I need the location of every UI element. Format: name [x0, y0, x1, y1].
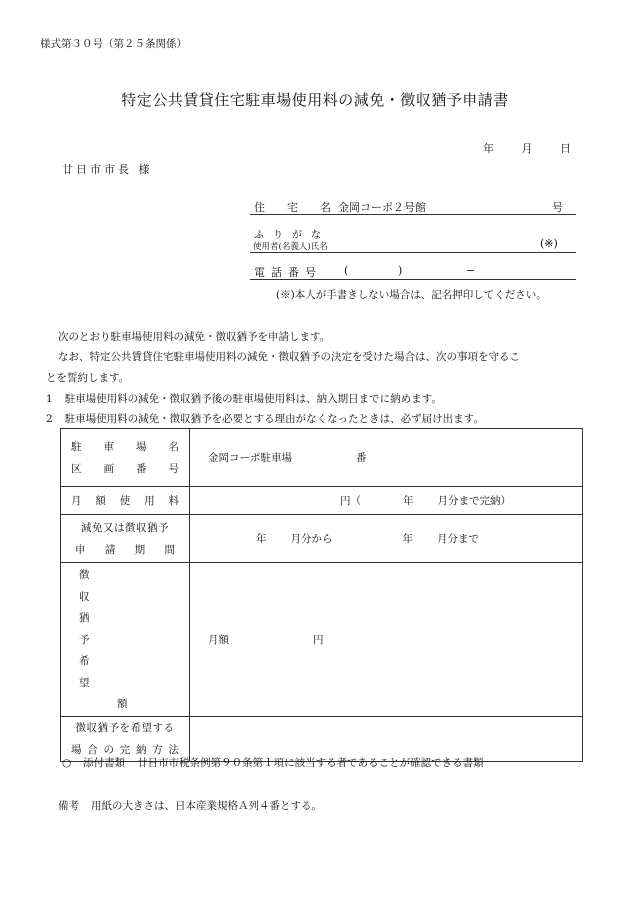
period-year-2: 年 — [402, 533, 413, 545]
name-mark: (※) — [540, 237, 558, 250]
period-label-a: 減免又は徴収猶予 — [81, 521, 169, 534]
page-title: 特定公共賃貸住宅駐車場使用料の減免・徴収猶予申請書 — [121, 91, 509, 109]
parking-label-cell — [61, 429, 190, 487]
deferral-amount-monthly: 月額 — [208, 633, 229, 646]
address-suffix: 号 — [552, 201, 563, 214]
pledge-item-2: 2 駐車場使用料の減免・徴収猶予を必要とする理由がなくなったときは、必ず届け出ます。 — [46, 413, 484, 425]
period-from: 月分から — [290, 533, 333, 545]
phone-dash: − — [466, 264, 476, 277]
address-label: 住 宅 名 — [254, 201, 331, 214]
name-underline — [250, 252, 576, 253]
phone-open: ( — [344, 264, 349, 277]
attachment-mark: ○ — [62, 757, 72, 769]
attachment-label: 添付書類 — [83, 757, 126, 769]
furigana-label: ふ り が な — [254, 230, 321, 241]
date-line — [483, 140, 571, 156]
phone-underline — [250, 279, 576, 280]
address-value[interactable]: 金岡コーポ２号館 — [338, 201, 426, 214]
addressee: 廿日市市長 様 — [62, 163, 153, 176]
pledge-item-1: 1 駐車場使用料の減免・徴収猶予後の駐車場使用料は、納入期日までに納めます。 — [46, 393, 442, 405]
monthly-fee-year: 年 — [403, 495, 414, 507]
remarks-line — [58, 798, 322, 813]
application-statement: 次のとおり駐車場使用料の減免・徴収猶予を申請します。 — [58, 331, 331, 343]
period-label-cell — [61, 515, 190, 563]
deferral-amount-label-cell — [61, 563, 190, 717]
phone-close: ) — [398, 264, 403, 277]
deferral-amount-value-cell[interactable] — [190, 563, 583, 717]
table-row-monthly-fee — [61, 487, 583, 515]
monthly-fee-yen: 円（ — [340, 495, 361, 507]
parking-value-cell[interactable] — [190, 429, 583, 487]
period-value-cell[interactable] — [190, 515, 583, 563]
section-number-suffix: 番 — [356, 452, 367, 464]
remarks-label: 備考 — [58, 800, 79, 812]
period-year-1: 年 — [256, 533, 267, 545]
table-row-parking — [61, 429, 583, 487]
monthly-fee-label-cell — [61, 487, 190, 515]
section-number-label: 区 画 番 号 — [71, 462, 179, 475]
monthly-fee-month: 月分まで完納） — [437, 495, 511, 507]
deferral-amount-label: 徴 収 猶 予 希 望 額 — [79, 569, 128, 710]
address-underline — [250, 214, 576, 215]
signature-note: (※)本人が手書きしない場合は、記名押印してください。 — [276, 289, 547, 301]
phone-label: 電 話 番 号 — [254, 266, 316, 279]
parking-name-value: 金岡コーポ駐車場 — [208, 452, 292, 464]
attachment-line — [62, 755, 484, 770]
parking-name-label: 駐 車 場 名 — [71, 440, 179, 453]
period-to: 月分まで — [437, 533, 479, 545]
monthly-fee-value-cell[interactable] — [190, 487, 583, 515]
date-day: 日 — [560, 142, 571, 155]
table-row-deferral-amount — [61, 563, 583, 717]
name-label: 使用者(名義人)氏名 — [253, 242, 328, 252]
attachment-text: 廿日市市税条例第９０条第１項に該当する者であることが確認できる書類 — [137, 757, 484, 769]
remarks-text: 用紙の大きさは、日本産業規格Ａ列４番とする。 — [91, 800, 322, 812]
date-month: 月 — [521, 142, 533, 155]
period-label-b: 申 請 期 間 — [75, 543, 175, 556]
form-number: 様式第３０号（第２５条関係） — [40, 38, 187, 50]
application-table — [60, 428, 583, 762]
deferral-amount-yen: 円 — [313, 633, 324, 646]
pledge-line-1: なお、特定公共賃貸住宅駐車場使用料の減免・徴収猶予の決定を受けた場合は、次の事項を守るこ — [58, 351, 520, 363]
table-row-period — [61, 515, 583, 563]
date-year: 年 — [483, 142, 494, 155]
monthly-fee-label: 月 額 使 用 料 — [71, 495, 179, 507]
pledge-line-2: とを誓約します。 — [46, 372, 130, 384]
payment-method-label-b: 場 合 の 完 納 方 法 — [71, 743, 179, 756]
payment-method-label-a: 徴収猶予を希望する — [75, 721, 175, 734]
